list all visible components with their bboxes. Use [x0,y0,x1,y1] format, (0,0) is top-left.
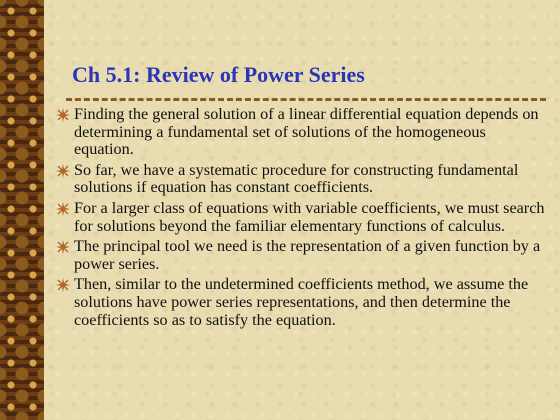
bullet-text: So far, we have a systematic procedure for constructing fundamental solutions if equation has constant coefficients. [74,160,519,197]
title-divider [66,98,546,101]
bullet-item [56,276,548,329]
starburst-bullet-icon [56,164,70,178]
slide-title: Ch 5.1: Review of Power Series [72,62,365,87]
bullet-text: Finding the general solution of a linear differential equation depends on determining a fundamental set of solutions of the homogeneous equation. [74,105,539,159]
starburst-bullet-icon [56,202,70,216]
starburst-bullet-icon [56,108,70,122]
starburst-bullet-icon [56,240,70,254]
bullet-item [56,200,548,235]
bullet-text: The principal tool we need is the representation of a given function by a power series. [74,237,541,273]
decorative-border-strip [0,0,44,420]
bullet-text: Then, similar to the undetermined coefficients method, we assume the solutions have power series representations, and then determine the coefficients so as to satisfy the equation. [74,275,529,329]
starburst-bullet-icon [56,278,70,292]
bullet-item [56,162,548,197]
bullet-list [56,106,548,332]
bullet-text: For a larger class of equations with variable coefficients, we must search for solutions beyond the familiar elementary functions of calculus. [74,198,545,235]
bullet-item [56,238,548,273]
bullet-item [56,106,548,159]
